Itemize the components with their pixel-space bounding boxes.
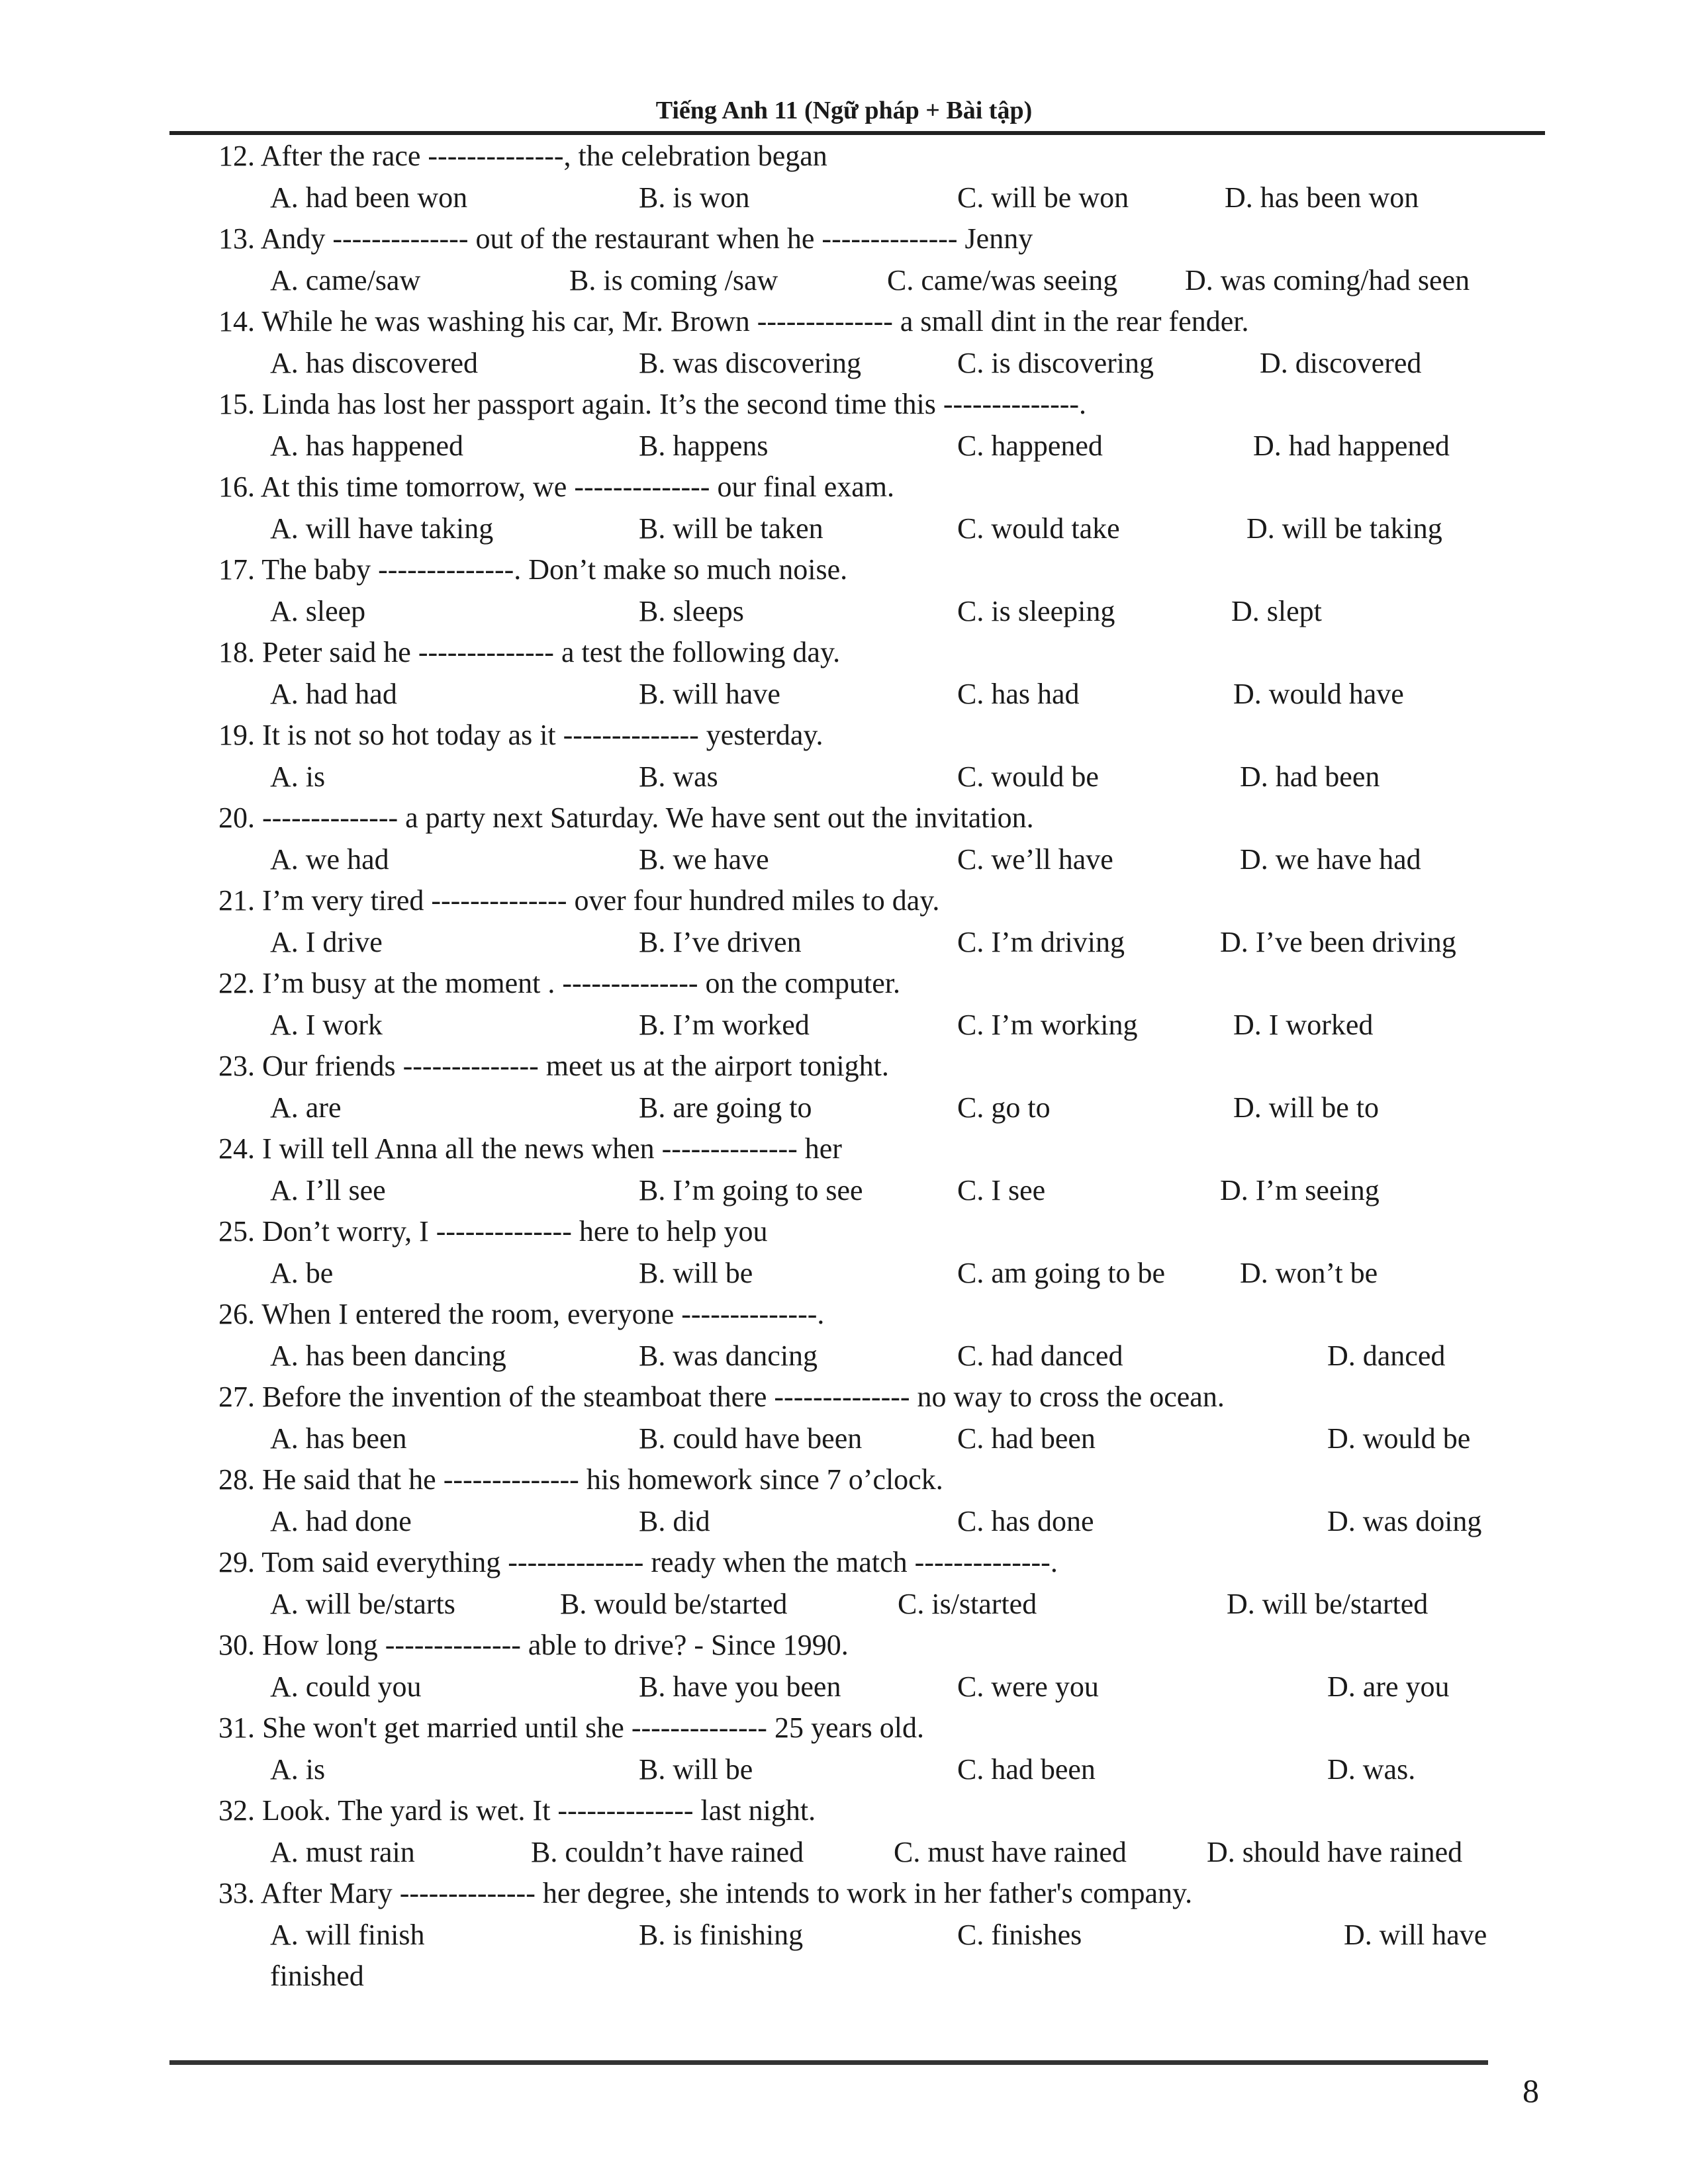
option-a: A. came/saw [270,263,421,296]
option-b: B. we have [639,842,769,876]
option-c: C. will be won [957,181,1129,214]
option-d-continuation: finished [270,1960,364,1992]
option-b: B. was discovering [639,346,862,379]
option-b: B. was dancing [639,1339,818,1372]
option-d: D. discovered [1260,346,1422,379]
question-32 [0,1790,1688,1873]
question-23 [0,1046,1688,1128]
option-d: D. we have had [1240,842,1421,876]
option-b: B. could have been [639,1422,863,1455]
question-stem: 20. -------------- a party next Saturday. We have sent out the invitation. [218,801,1034,834]
option-a: A. is [270,760,326,793]
option-d: D. slept [1231,594,1322,627]
question-22 [0,963,1688,1046]
question-12 [0,136,1688,218]
option-c: C. had been [957,1422,1096,1455]
option-c: C. am going to be [957,1256,1166,1289]
question-stem: 28. He said that he -------------- his homework since 7 o’clock. [218,1463,943,1496]
option-a: A. will finish [270,1918,425,1951]
question-29 [0,1542,1688,1625]
option-c: C. is discovering [957,346,1154,379]
option-b: B. will be [639,1752,753,1786]
option-d: D. has been won [1225,181,1419,214]
option-d: D. would be [1327,1422,1471,1455]
question-stem: 19. It is not so hot today as it -------------- yesterday. [218,719,823,751]
option-b: B. sleeps [639,594,744,627]
option-d: D. had happened [1253,429,1450,462]
question-33 [0,1873,1688,1992]
option-d: D. was coming/had seen [1185,263,1470,296]
option-b: B. is coming /saw [569,263,778,296]
page-header-title: Tiếng Anh 11 (Ngữ pháp + Bài tập) [655,97,1033,124]
question-stem: 13. Andy -------------- out of the restaurant when he -------------- Jenny [218,222,1033,255]
question-stem: 16. At this time tomorrow, we -------------- our final exam. [218,471,895,503]
option-d: D. danced [1327,1339,1446,1372]
question-stem: 33. After Mary -------------- her degree, she intends to work in her father's company. [218,1877,1193,1909]
question-31 [0,1707,1688,1790]
option-b: B. is finishing [639,1918,804,1951]
option-c: C. has had [957,677,1080,710]
question-stem: 26. When I entered the room, everyone --------------. [218,1298,825,1330]
question-list [0,136,1688,1992]
option-a: A. has discovered [270,346,479,379]
option-c: C. we’ll have [957,842,1113,876]
option-a: A. had had [270,677,397,710]
option-c: C. must have rained [894,1835,1127,1868]
question-stem: 32. Look. The yard is wet. It -------------- last night. [218,1794,816,1827]
option-d: D. I worked [1233,1008,1374,1041]
page-number: 8 [1523,2072,1539,2109]
option-a: A. are [270,1091,342,1124]
option-c: C. were you [957,1670,1099,1703]
question-stem: 30. How long -------------- able to drive? - Since 1990. [218,1629,849,1661]
option-a: A. we had [270,842,389,876]
question-stem: 21. I’m very tired -------------- over four hundred miles to day. [218,884,940,917]
option-c: C. would take [957,512,1120,545]
option-b: B. is won [639,181,750,214]
option-b: B. did [639,1504,710,1537]
option-c: C. had danced [957,1339,1123,1372]
option-b: B. would be/started [560,1587,788,1620]
question-stem: 14. While he was washing his car, Mr. Brown -------------- a small dint in the rear fender. [218,305,1249,338]
option-b: B. happens [639,429,769,462]
option-d: D. was. [1327,1752,1416,1786]
option-a: A. sleep [270,594,366,627]
option-a: A. I drive [270,925,383,958]
option-d: D. will be taking [1246,512,1442,545]
question-24 [0,1128,1688,1211]
question-stem: 17. The baby --------------. Don’t make so much noise. [218,553,848,586]
question-stem: 24. I will tell Anna all the news when -------------- her [218,1132,842,1165]
option-b: B. will be taken [639,512,823,545]
option-a: A. will be/starts [270,1587,455,1620]
option-a: A. must rain [270,1835,415,1868]
option-a: A. I’ll see [270,1173,386,1206]
option-a: A. has been [270,1422,407,1455]
question-stem: 31. She won't get married until she -------------- 25 years old. [218,1711,925,1744]
option-c: C. I’m driving [957,925,1125,958]
option-b: B. are going to [639,1091,812,1124]
question-25 [0,1211,1688,1294]
question-stem: 25. Don’t worry, I -------------- here to help you [218,1215,768,1248]
option-a: A. has been dancing [270,1339,506,1372]
option-c: C. is/started [898,1587,1037,1620]
question-26 [0,1294,1688,1377]
option-c: C. finishes [957,1918,1082,1951]
option-d: D. I’m seeing [1220,1173,1380,1206]
option-c: C. would be [957,760,1099,793]
option-b: B. have you been [639,1670,841,1703]
question-15 [0,384,1688,467]
question-30 [0,1625,1688,1707]
option-c: C. I see [957,1173,1046,1206]
question-20 [0,797,1688,880]
question-28 [0,1459,1688,1542]
question-17 [0,549,1688,632]
option-c: C. had been [957,1752,1096,1786]
question-19 [0,715,1688,797]
option-d: D. would have [1233,677,1404,710]
option-a: A. is [270,1752,326,1786]
option-c: C. came/was seeing [887,263,1118,296]
question-27 [0,1377,1688,1459]
option-d: D. was doing [1327,1504,1482,1537]
option-b: B. I’m worked [639,1008,810,1041]
option-a: A. has happened [270,429,464,462]
option-c: C. has done [957,1504,1094,1537]
option-b: B. couldn’t have rained [531,1835,804,1868]
question-stem: 18. Peter said he -------------- a test the following day. [218,636,841,668]
option-b: B. was [639,760,718,793]
question-13 [0,218,1688,301]
option-a: A. had done [270,1504,412,1537]
option-b: B. will have [639,677,780,710]
option-d: D. should have rained [1207,1835,1463,1868]
question-stem: 29. Tom said everything -------------- ready when the match --------------. [218,1546,1058,1578]
question-stem: 15. Linda has lost her passport again. It’s the second time this --------------. [218,388,1087,420]
option-b: B. will be [639,1256,753,1289]
option-c: C. is sleeping [957,594,1115,627]
header-rule [169,131,1545,135]
option-b: B. I’m going to see [639,1173,863,1206]
question-stem: 22. I’m busy at the moment . -------------- on the computer. [218,967,900,999]
option-d: D. had been [1240,760,1380,793]
option-a: A. could you [270,1670,422,1703]
option-d: D. won’t be [1240,1256,1378,1289]
option-a: A. will have taking [270,512,494,545]
option-c: C. go to [957,1091,1051,1124]
option-a: A. be [270,1256,334,1289]
option-d: D. will have [1344,1918,1487,1951]
question-21 [0,880,1688,963]
question-stem: 27. Before the invention of the steamboat there -------------- no way to cross the ocean. [218,1381,1225,1413]
option-a: A. had been won [270,181,468,214]
question-18 [0,632,1688,715]
option-d: D. I’ve been driving [1220,925,1456,958]
option-b: B. I’ve driven [639,925,802,958]
option-c: C. happened [957,429,1103,462]
option-c: C. I’m working [957,1008,1138,1041]
question-stem: 12. After the race --------------, the celebration began [218,140,827,172]
option-d: D. are you [1327,1670,1450,1703]
footer-rule [169,2060,1488,2065]
question-16 [0,467,1688,549]
question-14 [0,301,1688,384]
option-d: D. will be to [1233,1091,1379,1124]
option-a: A. I work [270,1008,383,1041]
question-stem: 23. Our friends -------------- meet us at the airport tonight. [218,1050,889,1082]
option-d: D. will be/started [1227,1587,1429,1620]
